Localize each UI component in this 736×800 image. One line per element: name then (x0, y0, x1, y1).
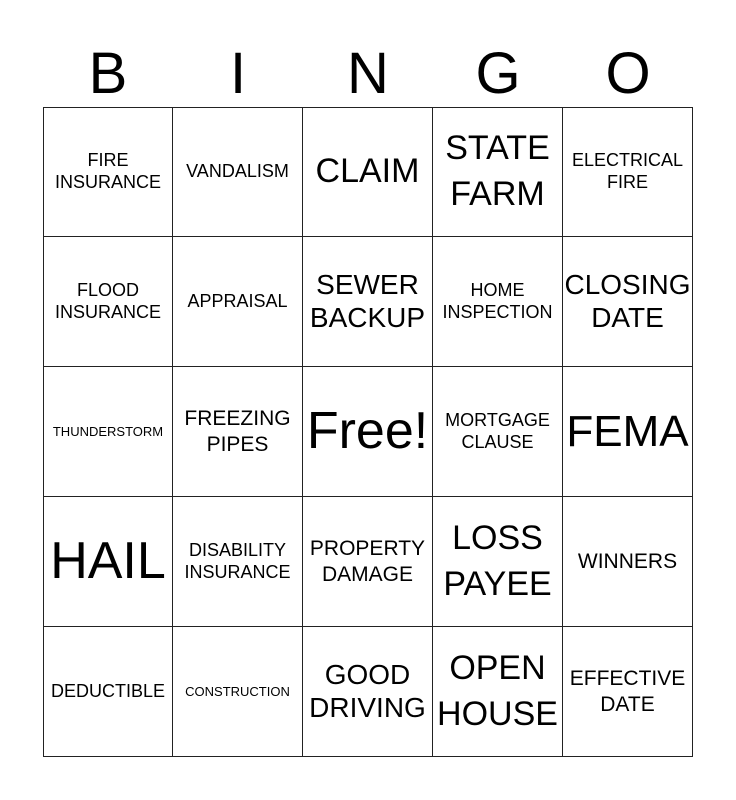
bingo-cell[interactable] (563, 237, 693, 367)
cell-label: FLOOD INSURANCE (54, 279, 161, 322)
cell-label: DEDUCTIBLE (50, 680, 166, 701)
bingo-board (43, 107, 693, 757)
cell-label: STATE FARM (445, 129, 550, 213)
cell-label: LOSS PAYEE (443, 518, 552, 603)
cell-label: GOOD DRIVING (309, 659, 426, 723)
cell-label: Free! (306, 401, 429, 460)
cell-label: CLOSING DATE (564, 269, 691, 333)
bingo-cell[interactable] (303, 237, 433, 367)
cell-label: ELECTRICAL FIRE (571, 150, 684, 192)
bingo-cell[interactable] (433, 497, 563, 627)
bingo-cell[interactable] (563, 367, 693, 497)
bingo-cell[interactable] (433, 627, 563, 757)
cell-label: MORTGAGE CLAUSE (445, 409, 550, 452)
cell-label: DISABILITY INSURANCE (184, 539, 291, 582)
header-letter-o: O (605, 41, 651, 106)
bingo-cell[interactable] (303, 627, 433, 757)
header-letter-b: B (88, 41, 128, 106)
cell-label: THUNDERSTORM (52, 423, 164, 439)
header-letter-g: G (475, 41, 521, 106)
bingo-cell[interactable] (43, 367, 173, 497)
bingo-cell[interactable] (303, 107, 433, 237)
cell-label: HAIL (50, 531, 166, 590)
bingo-cell[interactable] (43, 237, 173, 367)
bingo-cell[interactable] (173, 497, 303, 627)
bingo-cell[interactable] (563, 107, 693, 237)
bingo-cell[interactable] (303, 497, 433, 627)
cell-label: VANDALISM (186, 161, 289, 182)
cell-label: OPEN HOUSE (437, 648, 558, 733)
header-letter-i: I (229, 41, 247, 106)
bingo-cell[interactable] (563, 497, 693, 627)
cell-label: FEMA (566, 406, 689, 456)
header-letter-n: N (347, 41, 389, 106)
cell-label: CONSTRUCTION (185, 683, 290, 699)
bingo-cell[interactable] (173, 237, 303, 367)
cell-label: EFFECTIVE DATE (569, 666, 686, 716)
bingo-cell[interactable] (173, 107, 303, 237)
cell-label: PROPERTY DAMAGE (309, 536, 426, 586)
bingo-cell[interactable] (433, 107, 563, 237)
bingo-cell[interactable] (563, 627, 693, 757)
bingo-cell[interactable] (43, 107, 173, 237)
cell-label: WINNERS (577, 549, 678, 573)
cell-label: FREEZING PIPES (184, 406, 291, 456)
cell-label: FIRE INSURANCE (54, 150, 161, 192)
bingo-cell[interactable] (43, 627, 173, 757)
bingo-header (43, 42, 693, 106)
bingo-cell[interactable] (433, 237, 563, 367)
bingo-cell[interactable] (173, 367, 303, 497)
cell-label: SEWER BACKUP (309, 269, 426, 333)
cell-label: APPRAISAL (187, 290, 288, 311)
free-space-cell[interactable] (303, 367, 433, 497)
cell-label: CLAIM (315, 152, 420, 191)
cell-label: HOME INSPECTION (442, 279, 553, 322)
bingo-cell[interactable] (43, 497, 173, 627)
bingo-cell[interactable] (173, 627, 303, 757)
bingo-cell[interactable] (433, 367, 563, 497)
